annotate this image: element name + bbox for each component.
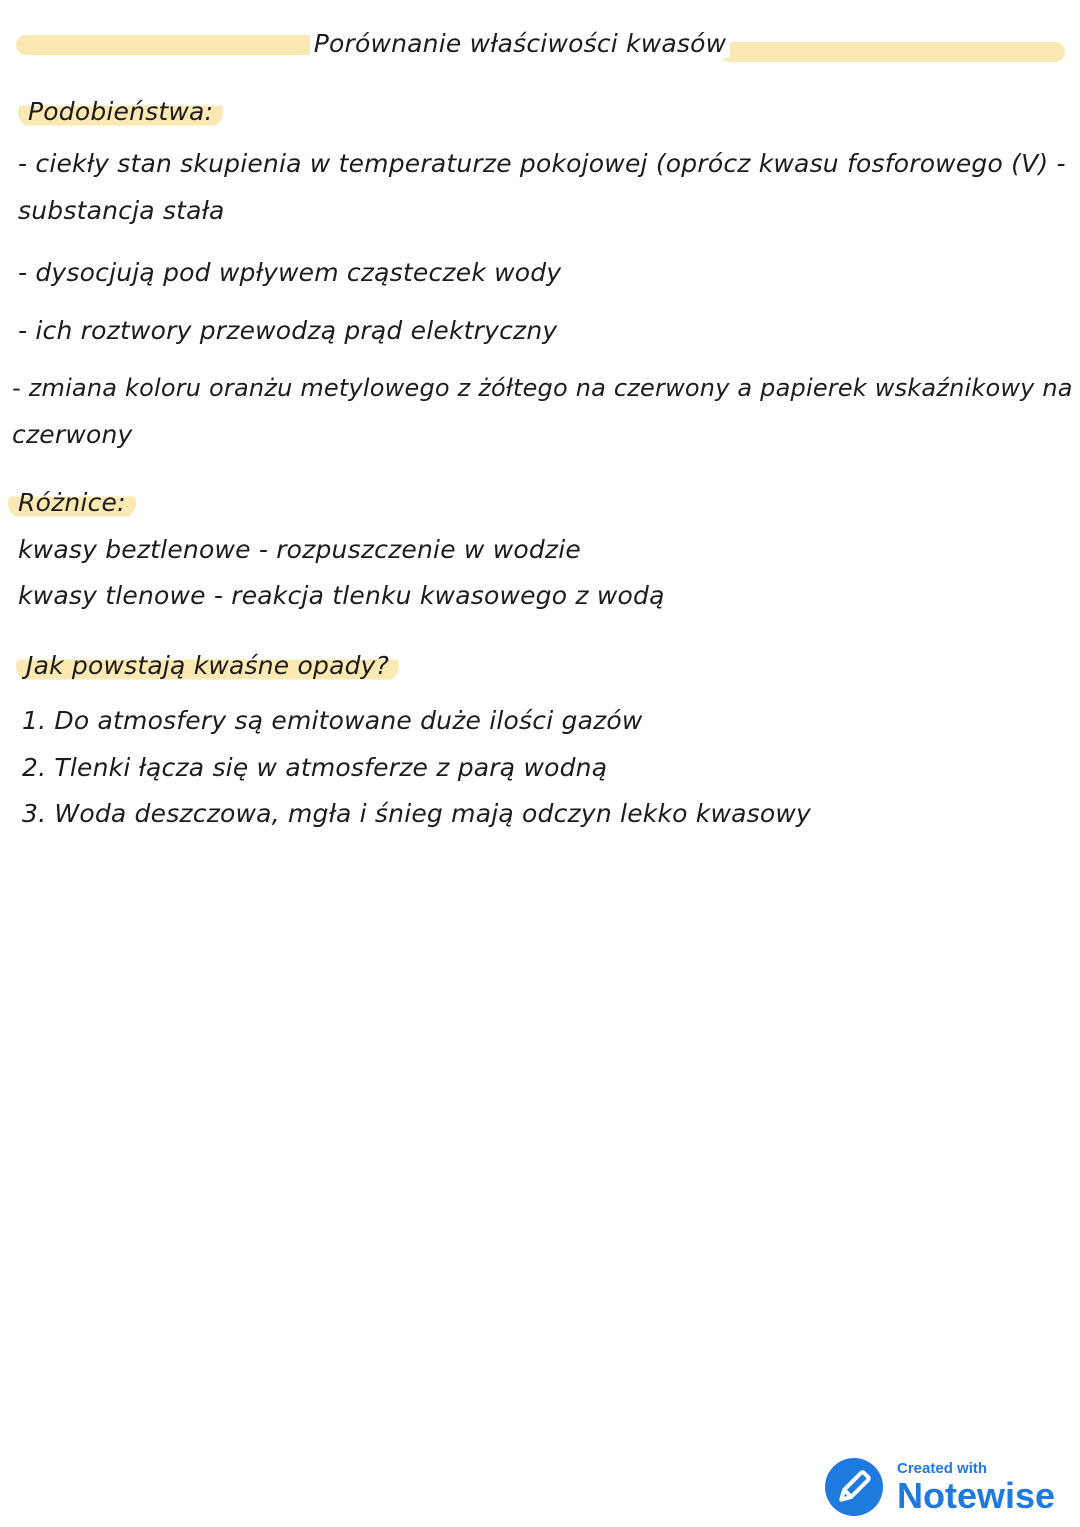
page-title-text: Porównanie właściwości kwasów [310, 29, 731, 58]
similarity-item-1-line-1: - ciekły stan skupienia w temperaturze pokojowej (oprócz kwasu fosforowego (V) - [18, 149, 1066, 178]
similarity-item-1-line-2: substancja stała [18, 196, 225, 225]
acid-rain-step-2: 2. Tlenki łącza się w atmosferze z parą wodną [22, 753, 608, 782]
page-title [0, 28, 1040, 60]
similarity-item-3: - ich roztwory przewodzą prąd elektryczny [18, 316, 558, 345]
acid-rain-heading: Jak powstają kwaśne opady? [16, 650, 399, 682]
similarity-item-2: - dysocjują pod wpływem cząsteczek wody [18, 258, 562, 287]
notewise-logo [825, 1458, 1065, 1518]
brand-name: Notewise [897, 1475, 1056, 1516]
pencil-icon [825, 1458, 883, 1516]
differences-heading: Różnice: [8, 487, 136, 519]
difference-item-2: kwasy tlenowe - reakcja tlenku kwasowego z wodą [18, 581, 665, 610]
similarity-item-4-line-2: czerwony [12, 420, 133, 449]
acid-rain-step-1: 1. Do atmosfery są emitowane duże ilości gazów [22, 706, 643, 735]
difference-item-1: kwasy beztlenowe - rozpuszczenie w wodzie [18, 535, 581, 564]
similarity-item-4-line-1: - zmiana koloru oranżu metylowego z żółtego na czerwony a papierek wskaźnikowy na [12, 374, 1073, 402]
acid-rain-step-3: 3. Woda deszczowa, mgła i śnieg mają odczyn lekko kwasowy [22, 799, 811, 828]
similarities-heading: Podobieństwa: [18, 96, 223, 128]
logo-circle [825, 1458, 883, 1516]
created-with-text: Created with [897, 1460, 988, 1477]
